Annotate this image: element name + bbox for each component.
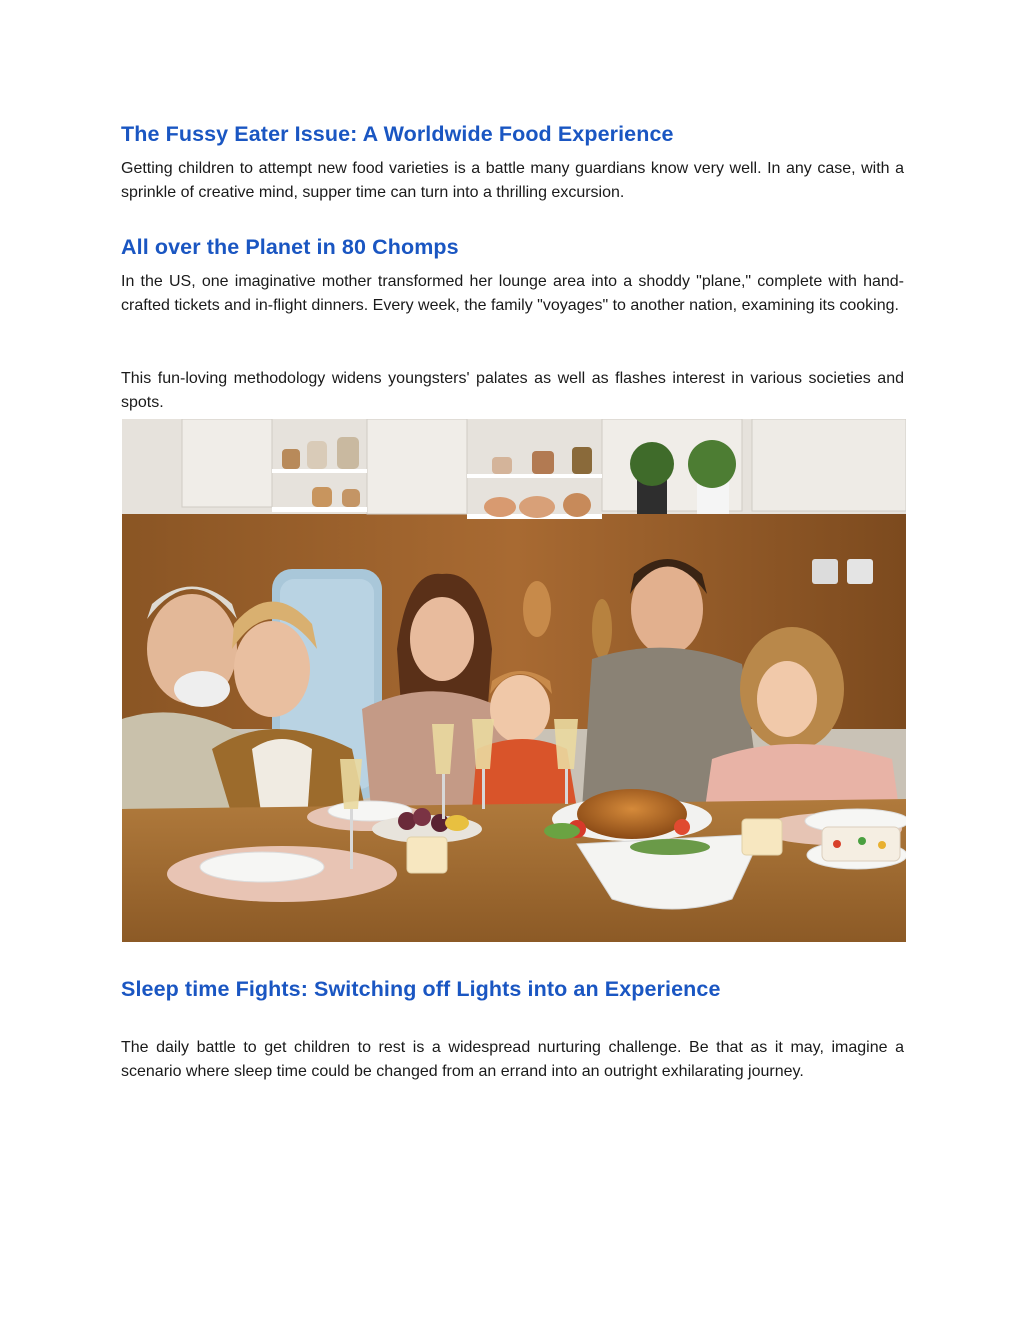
paragraph-methodology: This fun-loving methodology widens youngsters' palates as well as flashes interest in various societies and spots. (121, 370, 904, 411)
section-heading-fussy-eater: The Fussy Eater Issue: A Worldwide Food Experience (121, 122, 674, 146)
family-dinner-photo (122, 419, 906, 942)
section-heading-planet-chomps: All over the Planet in 80 Chomps (121, 235, 459, 259)
paragraph-sleep-time: The daily battle to get children to rest is a widespread nurturing challenge. Be that as it may, imagine a scenario where sleep time could be changed from an errand into an outright exhilarating journey. (121, 1039, 904, 1080)
section-heading-sleep-time: Sleep time Fights: Switching off Lights into an Experience (121, 977, 721, 1001)
paragraph-fussy-eater-intro: Getting children to attempt new food varieties is a battle many guardians know very well. In any case, with a sprinkle of creative mind, supper time can turn into a thrilling excursion. (121, 160, 904, 201)
paragraph-plane-story: In the US, one imaginative mother transformed her lounge area into a shoddy "plane," complete with hand-crafted tickets and in-flight dinners. Every week, the family "voyages" to another nation, examining its cooking. (121, 273, 904, 314)
